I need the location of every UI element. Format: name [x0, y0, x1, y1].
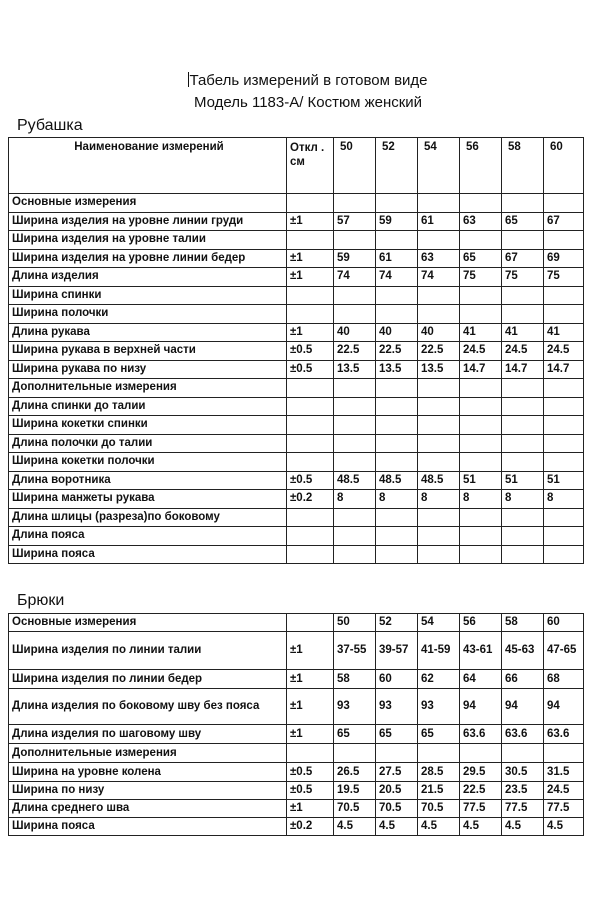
- tolerance-value: [287, 545, 334, 564]
- size-value: 41: [502, 323, 544, 342]
- size-value: [460, 453, 502, 472]
- size-value: 41: [544, 323, 584, 342]
- document-title-line1: [8, 72, 600, 89]
- size-value: [334, 508, 376, 527]
- tolerance-value: ±1: [287, 670, 334, 689]
- size-value: 14.7: [460, 360, 502, 379]
- measurement-name: Ширина изделия на уровне талии: [9, 231, 287, 250]
- size-value: [334, 286, 376, 305]
- size-value: [334, 434, 376, 453]
- table-row: [9, 231, 584, 250]
- size-value: 54: [418, 614, 460, 632]
- size-value: 61: [376, 249, 418, 268]
- measurement-name: Длина шлицы (разреза)по боковому: [9, 508, 287, 527]
- size-value: [418, 397, 460, 416]
- size-value: 24.5: [544, 782, 584, 800]
- size-value: 51: [544, 471, 584, 490]
- measurement-name: Ширина рукава в верхней части: [9, 342, 287, 361]
- size-value: 66: [502, 670, 544, 689]
- column-header-size: 58: [502, 138, 544, 194]
- measurement-name: Ширина пояса: [9, 818, 287, 836]
- size-value: [502, 379, 544, 398]
- size-value: 74: [334, 268, 376, 287]
- size-value: 4.5: [460, 818, 502, 836]
- size-value: [334, 231, 376, 250]
- size-value: 65: [334, 725, 376, 744]
- section-title-pants: Брюки: [17, 592, 65, 609]
- size-value: 14.7: [544, 360, 584, 379]
- tolerance-value: ±1: [287, 212, 334, 231]
- size-value: [460, 379, 502, 398]
- table-row: [9, 249, 584, 268]
- size-value: 4.5: [544, 818, 584, 836]
- size-value: 40: [334, 323, 376, 342]
- size-value: 52: [376, 614, 418, 632]
- size-value: [460, 397, 502, 416]
- size-value: [418, 527, 460, 546]
- size-value: 23.5: [502, 782, 544, 800]
- table-row: [9, 545, 584, 564]
- size-value: 74: [418, 268, 460, 287]
- size-value: [502, 434, 544, 453]
- table-row: [9, 379, 584, 398]
- table-row: [9, 360, 584, 379]
- size-value: [334, 453, 376, 472]
- table-row: [9, 632, 584, 670]
- measurement-name: Длина изделия по шаговому шву: [9, 725, 287, 744]
- size-value: [334, 194, 376, 213]
- size-value: [334, 379, 376, 398]
- size-value: [460, 231, 502, 250]
- measurement-name: Дополнительные измерения: [9, 379, 287, 398]
- size-value: 13.5: [376, 360, 418, 379]
- size-value: 51: [460, 471, 502, 490]
- size-value: 63: [460, 212, 502, 231]
- size-value: [334, 744, 376, 763]
- size-value: [376, 744, 418, 763]
- size-value: [334, 305, 376, 324]
- size-value: 68: [544, 670, 584, 689]
- size-value: 70.5: [376, 800, 418, 818]
- size-value: 57: [334, 212, 376, 231]
- size-value: [460, 416, 502, 435]
- size-value: 24.5: [460, 342, 502, 361]
- tolerance-value: [287, 508, 334, 527]
- size-value: 65: [418, 725, 460, 744]
- tolerance-value: ±0.5: [287, 782, 334, 800]
- measurement-name: Длина пояса: [9, 527, 287, 546]
- size-value: [376, 231, 418, 250]
- size-value: 8: [544, 490, 584, 509]
- table-row: [9, 194, 584, 213]
- measurement-name: Дополнительные измерения: [9, 744, 287, 763]
- size-value: 8: [418, 490, 460, 509]
- measurement-name: Ширина изделия по линии бедер: [9, 670, 287, 689]
- table-row: [9, 689, 584, 725]
- size-value: [460, 305, 502, 324]
- measurement-name: Длина рукава: [9, 323, 287, 342]
- tolerance-value: [287, 397, 334, 416]
- measurement-name: Основные измерения: [9, 194, 287, 213]
- measurement-name: Ширина пояса: [9, 545, 287, 564]
- size-value: 64: [460, 670, 502, 689]
- size-value: [376, 453, 418, 472]
- size-value: [502, 194, 544, 213]
- size-value: 93: [334, 689, 376, 725]
- size-value: 50: [334, 614, 376, 632]
- tolerance-value: ±0.2: [287, 490, 334, 509]
- size-value: [334, 527, 376, 546]
- measurement-name: Ширина изделия на уровне линии бедер: [9, 249, 287, 268]
- size-value: [334, 397, 376, 416]
- tolerance-value: [287, 744, 334, 763]
- size-value: [502, 286, 544, 305]
- tolerance-value: [287, 379, 334, 398]
- size-value: 22.5: [418, 342, 460, 361]
- column-header-size: 54: [418, 138, 460, 194]
- size-value: 62: [418, 670, 460, 689]
- size-value: [544, 231, 584, 250]
- size-value: [502, 397, 544, 416]
- tolerance-value: ±1: [287, 689, 334, 725]
- table-row: [9, 434, 584, 453]
- size-value: 21.5: [418, 782, 460, 800]
- size-value: 93: [376, 689, 418, 725]
- size-value: 75: [544, 268, 584, 287]
- size-value: [502, 545, 544, 564]
- size-value: 93: [418, 689, 460, 725]
- measurement-name: Длина воротника: [9, 471, 287, 490]
- size-value: [418, 453, 460, 472]
- size-value: 63: [418, 249, 460, 268]
- measurement-name: Ширина рукава по низу: [9, 360, 287, 379]
- size-value: [418, 744, 460, 763]
- size-value: 65: [376, 725, 418, 744]
- table-row: [9, 800, 584, 818]
- column-header-size: 52: [376, 138, 418, 194]
- size-value: 74: [376, 268, 418, 287]
- tolerance-value: [287, 231, 334, 250]
- section-title-shirt: Рубашка: [17, 117, 83, 134]
- size-value: [460, 286, 502, 305]
- size-value: 20.5: [376, 782, 418, 800]
- size-value: [544, 286, 584, 305]
- size-value: [418, 305, 460, 324]
- size-value: 56: [460, 614, 502, 632]
- tolerance-value: ±1: [287, 268, 334, 287]
- measurement-name: Длина спинки до талии: [9, 397, 287, 416]
- size-value: 14.7: [502, 360, 544, 379]
- size-value: 63.6: [502, 725, 544, 744]
- measurement-name: Основные измерения: [9, 614, 287, 632]
- column-header-name: Наименование измерений: [9, 138, 287, 194]
- tolerance-value: ±0.5: [287, 763, 334, 782]
- size-value: [502, 453, 544, 472]
- size-value: 59: [334, 249, 376, 268]
- size-value: 13.5: [418, 360, 460, 379]
- table-row: [9, 305, 584, 324]
- table-header-row: [9, 138, 584, 194]
- size-value: 45-63: [502, 632, 544, 670]
- measurement-name: Ширина спинки: [9, 286, 287, 305]
- table-row: [9, 453, 584, 472]
- size-value: [544, 194, 584, 213]
- size-value: [334, 416, 376, 435]
- tolerance-value: [287, 527, 334, 546]
- size-value: 70.5: [334, 800, 376, 818]
- measurement-name: Ширина изделия на уровне линии груди: [9, 212, 287, 231]
- size-value: 60: [376, 670, 418, 689]
- measurement-name: Ширина манжеты рукава: [9, 490, 287, 509]
- size-value: [418, 545, 460, 564]
- tolerance-value: ±1: [287, 800, 334, 818]
- size-value: 41: [460, 323, 502, 342]
- table-row: [9, 527, 584, 546]
- column-header-size: 50: [334, 138, 376, 194]
- size-value: 40: [376, 323, 418, 342]
- size-value: [544, 305, 584, 324]
- size-value: 65: [502, 212, 544, 231]
- size-value: [544, 545, 584, 564]
- document-title-line2: Модель 1183-А/ Костюм женский: [193, 94, 423, 111]
- size-value: [502, 744, 544, 763]
- size-value: 94: [544, 689, 584, 725]
- size-value: 51: [502, 471, 544, 490]
- size-value: 67: [544, 212, 584, 231]
- size-value: 59: [376, 212, 418, 231]
- size-value: [376, 545, 418, 564]
- table-row: [9, 614, 584, 632]
- column-header-size: 56: [460, 138, 502, 194]
- tolerance-value: [287, 194, 334, 213]
- size-value: [544, 744, 584, 763]
- size-value: [418, 416, 460, 435]
- size-value: 41-59: [418, 632, 460, 670]
- measurement-name: Длина полочки до талии: [9, 434, 287, 453]
- size-value: [418, 379, 460, 398]
- size-value: [544, 416, 584, 435]
- size-value: 75: [502, 268, 544, 287]
- column-header-size: 60: [544, 138, 584, 194]
- size-value: [544, 397, 584, 416]
- table-row: [9, 342, 584, 361]
- tolerance-value: [287, 305, 334, 324]
- table-row: [9, 725, 584, 744]
- size-value: 48.5: [334, 471, 376, 490]
- table-row: [9, 670, 584, 689]
- measurement-name: Ширина кокетки спинки: [9, 416, 287, 435]
- size-value: 24.5: [544, 342, 584, 361]
- size-value: [460, 434, 502, 453]
- tolerance-value: ±0.2: [287, 818, 334, 836]
- size-value: 94: [502, 689, 544, 725]
- size-value: [418, 434, 460, 453]
- size-value: [460, 527, 502, 546]
- size-value: 40: [418, 323, 460, 342]
- size-value: 4.5: [502, 818, 544, 836]
- size-value: [376, 508, 418, 527]
- size-value: 26.5: [334, 763, 376, 782]
- size-value: 28.5: [418, 763, 460, 782]
- size-value: 94: [460, 689, 502, 725]
- measurement-name: Ширина по низу: [9, 782, 287, 800]
- size-value: 77.5: [544, 800, 584, 818]
- size-value: 70.5: [418, 800, 460, 818]
- table-row: [9, 268, 584, 287]
- tolerance-value: ±1: [287, 323, 334, 342]
- size-value: 67: [502, 249, 544, 268]
- size-value: 69: [544, 249, 584, 268]
- tolerance-value: ±0.5: [287, 360, 334, 379]
- size-value: 8: [502, 490, 544, 509]
- table-row: [9, 323, 584, 342]
- table-row: [9, 471, 584, 490]
- tolerance-value: [287, 453, 334, 472]
- size-value: 37-55: [334, 632, 376, 670]
- size-value: [376, 416, 418, 435]
- column-header-tolerance: Откл . см: [287, 138, 334, 194]
- size-value: 63.6: [544, 725, 584, 744]
- table-row: [9, 286, 584, 305]
- tolerance-value: ±1: [287, 632, 334, 670]
- size-value: 29.5: [460, 763, 502, 782]
- size-value: [460, 508, 502, 527]
- tolerance-value: ±0.5: [287, 471, 334, 490]
- pants-measurements-table: [8, 613, 584, 836]
- table-row: [9, 744, 584, 763]
- size-value: 47-65: [544, 632, 584, 670]
- size-value: [376, 286, 418, 305]
- size-value: 58: [502, 614, 544, 632]
- size-value: [502, 527, 544, 546]
- size-value: [418, 508, 460, 527]
- measurement-name: Длина среднего шва: [9, 800, 287, 818]
- tolerance-value: ±1: [287, 725, 334, 744]
- tolerance-value: [287, 614, 334, 632]
- size-value: 4.5: [376, 818, 418, 836]
- size-value: 48.5: [418, 471, 460, 490]
- size-value: [418, 231, 460, 250]
- size-value: 60: [544, 614, 584, 632]
- measurement-name: Ширина на уровне колена: [9, 763, 287, 782]
- size-value: [502, 231, 544, 250]
- size-value: 22.5: [376, 342, 418, 361]
- size-value: 27.5: [376, 763, 418, 782]
- measurement-name: Ширина изделия по линии талии: [9, 632, 287, 670]
- size-value: [544, 379, 584, 398]
- size-value: 61: [418, 212, 460, 231]
- size-value: [460, 194, 502, 213]
- size-value: [418, 286, 460, 305]
- size-value: 58: [334, 670, 376, 689]
- size-value: 63.6: [460, 725, 502, 744]
- size-value: 8: [334, 490, 376, 509]
- size-value: [544, 527, 584, 546]
- size-value: 19.5: [334, 782, 376, 800]
- table-row: [9, 416, 584, 435]
- size-value: 8: [376, 490, 418, 509]
- table-row: [9, 212, 584, 231]
- tolerance-value: [287, 434, 334, 453]
- table-row: [9, 508, 584, 527]
- size-value: 30.5: [502, 763, 544, 782]
- size-value: [376, 434, 418, 453]
- size-value: [502, 416, 544, 435]
- size-value: [376, 527, 418, 546]
- table-row: [9, 490, 584, 509]
- measurement-name: Длина изделия: [9, 268, 287, 287]
- size-value: 22.5: [334, 342, 376, 361]
- tolerance-value: ±0.5: [287, 342, 334, 361]
- size-value: [460, 744, 502, 763]
- size-value: [460, 545, 502, 564]
- size-value: 65: [460, 249, 502, 268]
- size-value: [334, 545, 376, 564]
- size-value: [376, 194, 418, 213]
- size-value: [502, 305, 544, 324]
- table-row: [9, 397, 584, 416]
- size-value: 4.5: [418, 818, 460, 836]
- size-value: 8: [460, 490, 502, 509]
- size-value: [544, 434, 584, 453]
- size-value: 4.5: [334, 818, 376, 836]
- table-row: [9, 763, 584, 782]
- size-value: [376, 379, 418, 398]
- size-value: [418, 194, 460, 213]
- size-value: 75: [460, 268, 502, 287]
- size-value: 24.5: [502, 342, 544, 361]
- measurement-name: Ширина полочки: [9, 305, 287, 324]
- table-row: [9, 782, 584, 800]
- shirt-measurements-table: [8, 137, 584, 564]
- size-value: 22.5: [460, 782, 502, 800]
- size-value: 77.5: [460, 800, 502, 818]
- size-value: 13.5: [334, 360, 376, 379]
- measurement-name: Длина изделия по боковому шву без пояса: [9, 689, 287, 725]
- size-value: [502, 508, 544, 527]
- size-value: [376, 397, 418, 416]
- size-value: 31.5: [544, 763, 584, 782]
- size-value: [544, 453, 584, 472]
- table-row: [9, 818, 584, 836]
- tolerance-value: [287, 416, 334, 435]
- tolerance-value: ±1: [287, 249, 334, 268]
- size-value: 48.5: [376, 471, 418, 490]
- tolerance-value: [287, 286, 334, 305]
- size-value: 77.5: [502, 800, 544, 818]
- size-value: 43-61: [460, 632, 502, 670]
- size-value: [376, 305, 418, 324]
- measurement-name: Ширина кокетки полочки: [9, 453, 287, 472]
- size-value: 39-57: [376, 632, 418, 670]
- title-text: Табель измерений в готовом виде: [189, 72, 428, 89]
- size-value: [544, 508, 584, 527]
